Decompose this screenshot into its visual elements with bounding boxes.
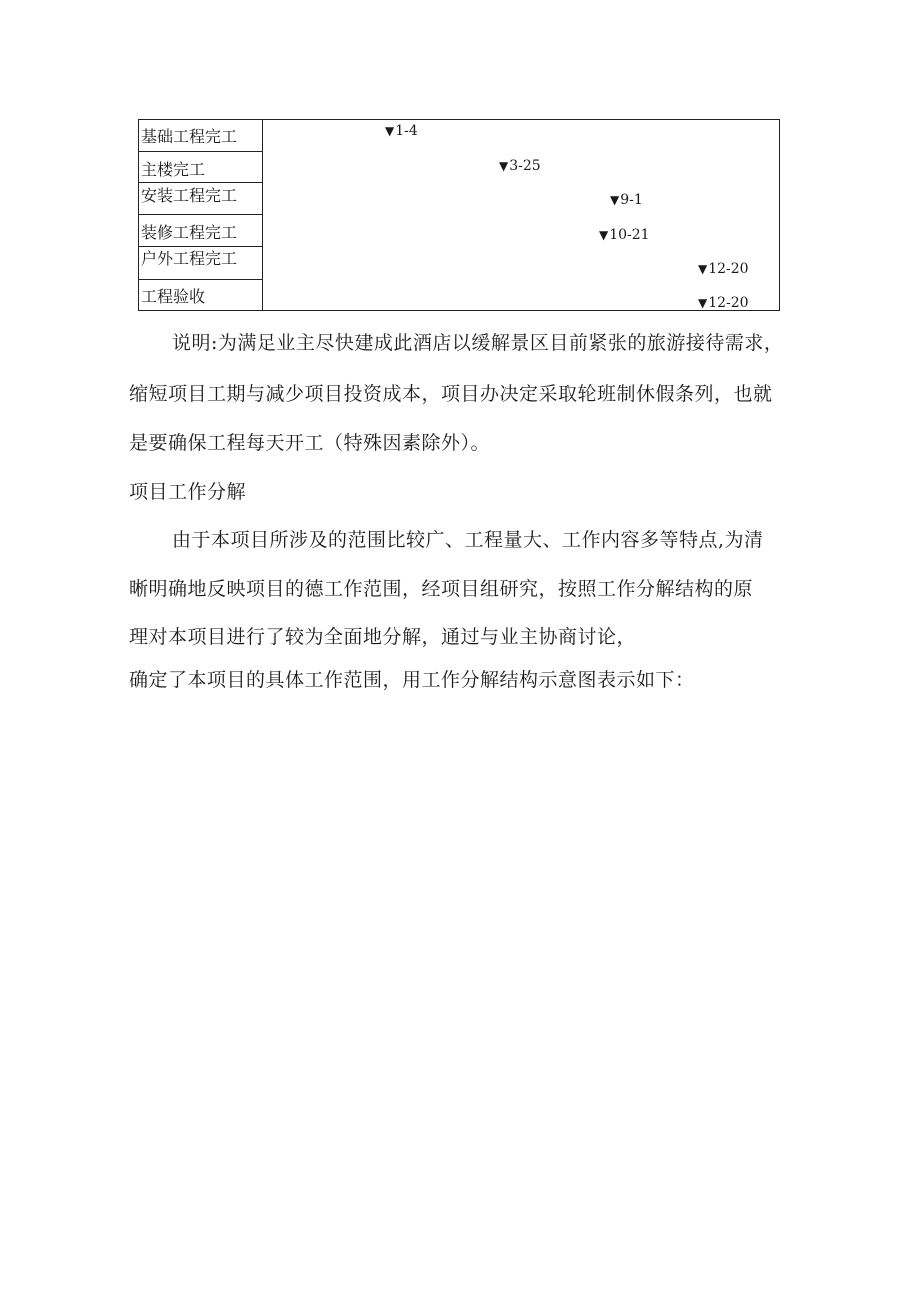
milestone-marker	[698, 261, 749, 277]
down-triangle-icon: ▼	[698, 262, 708, 276]
row-divider	[139, 151, 263, 152]
milestone-label-column	[139, 120, 263, 310]
milestone-label: 装修工程完工	[141, 224, 238, 242]
note-paragraph-line: 说明:为满足业主尽快建成此酒店以缓解景区目前紧张的旅游接待需求，	[172, 332, 784, 354]
milestone-date: 10-21	[609, 227, 650, 243]
milestone-label: 基础工程完工	[141, 128, 238, 146]
milestone-date: 3-25	[509, 158, 541, 174]
row-divider	[139, 214, 263, 215]
milestone-label: 户外工程完工	[141, 250, 238, 268]
milestone-date: 9-1	[620, 192, 643, 208]
milestone-date: 12-20	[708, 261, 749, 277]
milestone-label: 工程验收	[141, 288, 206, 306]
body-paragraph-line: 确定了本项目的具体工作范围，用工作分解结构示意图表示如下：	[129, 669, 695, 691]
down-triangle-icon: ▼	[385, 124, 395, 138]
row-divider	[139, 246, 263, 247]
milestone-marker	[599, 227, 650, 243]
milestone-date: 1-4	[395, 123, 418, 139]
note-paragraph-line: 是要确保工程每天开工（特殊因素除外）。	[129, 432, 491, 454]
down-triangle-icon: ▼	[698, 296, 708, 310]
body-paragraph-line: 由于本项目所涉及的范围比较广、工程量大、工作内容多等特点,为清	[172, 529, 764, 551]
milestone-label: 主楼完工	[141, 161, 206, 179]
body-paragraph-line: 理对本项目进行了较为全面地分解，通过与业主协商讨论，	[129, 626, 637, 648]
milestone-table	[138, 119, 780, 311]
milestone-marker	[499, 158, 541, 174]
body-paragraph-line: 晰明确地反映项目的德工作范围，经项目组研究，按照工作分解结构的原	[129, 578, 754, 600]
milestone-marker	[698, 295, 749, 311]
milestone-date: 12-20	[708, 295, 749, 311]
down-triangle-icon: ▼	[499, 159, 509, 173]
milestone-marker	[610, 192, 643, 208]
row-divider	[139, 279, 263, 280]
down-triangle-icon: ▼	[610, 193, 620, 207]
row-divider	[139, 182, 263, 183]
milestone-marker	[385, 123, 418, 139]
note-paragraph-line: 缩短项目工期与减少项目投资成本，项目办决定采取轮班制休假条列，也就	[129, 383, 773, 405]
down-triangle-icon: ▼	[599, 228, 609, 242]
milestone-label: 安装工程完工	[141, 187, 238, 205]
section-heading: 项目工作分解	[129, 481, 247, 503]
